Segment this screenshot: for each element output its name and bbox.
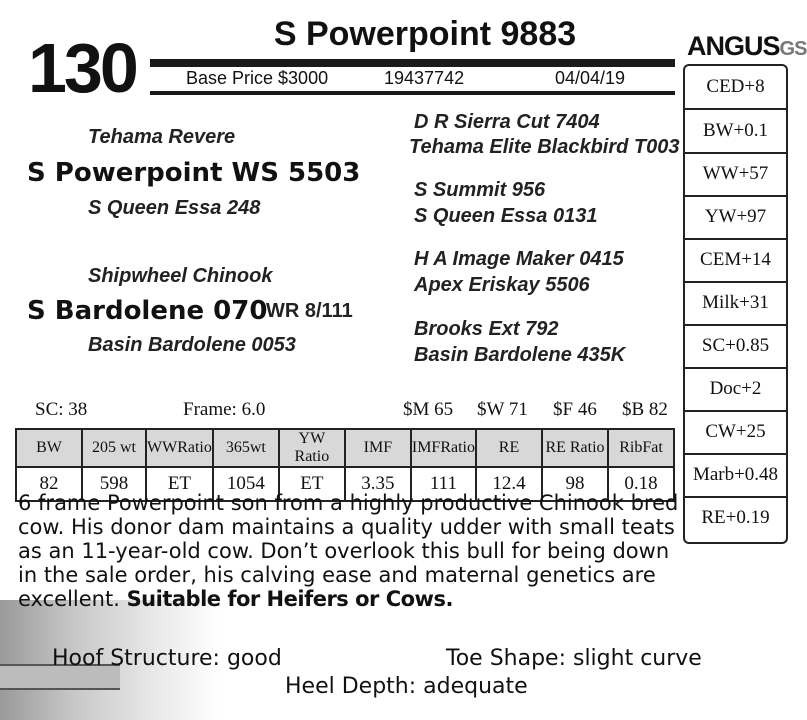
pedigree-right-6: Apex Eriskay 5506 bbox=[414, 274, 590, 296]
table-header-cell: IMFRatio bbox=[411, 429, 476, 467]
epd-re: RE+0.19 bbox=[701, 507, 770, 528]
registration-number: 19437742 bbox=[384, 68, 465, 88]
table-header-cell: 205 wt bbox=[82, 429, 146, 467]
table-header-cell: WWRatio bbox=[146, 429, 213, 467]
table-cell: 1054 bbox=[213, 467, 279, 501]
epd-ww: WW+57 bbox=[685, 153, 786, 197]
base-price: Base Price $3000 bbox=[186, 68, 329, 88]
pedigree-right-2: Tehama Elite Blackbird T003 bbox=[409, 136, 680, 158]
epd-column bbox=[683, 64, 788, 544]
epd-yw: YW+97 bbox=[685, 196, 786, 240]
index-f: $F 46 bbox=[553, 399, 597, 420]
sire-dam: S Queen Essa 248 bbox=[88, 197, 261, 219]
table-header-cell: IMF bbox=[345, 429, 411, 467]
table-header-cell: RibFat bbox=[608, 429, 674, 467]
epd-doc: Doc+2 bbox=[685, 368, 786, 412]
pedigree-right-1: D R Sierra Cut 7404 bbox=[414, 111, 600, 133]
table-cell: 82 bbox=[16, 467, 82, 501]
epd-milk: Milk+31 bbox=[685, 282, 786, 326]
brand-sub: GS bbox=[779, 38, 807, 60]
table-header-cell: BW bbox=[16, 429, 82, 467]
heel-depth: Heel Depth: adequate bbox=[285, 674, 528, 699]
epd-ced: CED+8 bbox=[685, 66, 786, 110]
table-header-cell: RE Ratio bbox=[542, 429, 608, 467]
table-cell: 598 bbox=[82, 467, 146, 501]
table-cell: ET bbox=[279, 467, 345, 501]
dam-dam: Basin Bardolene 0053 bbox=[88, 334, 296, 356]
lot-number: 130 bbox=[28, 29, 136, 107]
table-cell: 3.35 bbox=[345, 467, 411, 501]
table-header-cell: RE bbox=[476, 429, 542, 467]
table-cell: 111 bbox=[411, 467, 476, 501]
brand-main: ANGUS bbox=[687, 31, 780, 61]
table-cell: 12.4 bbox=[476, 467, 542, 501]
epd-sc: SC+0.85 bbox=[685, 325, 786, 369]
table-cell: 98 bbox=[542, 467, 608, 501]
epd-cw: CW+25 bbox=[685, 411, 786, 455]
pedigree-right-4: S Queen Essa 0131 bbox=[414, 205, 598, 227]
pedigree-right-7: Brooks Ext 792 bbox=[414, 318, 559, 340]
frame-score: Frame: 6.0 bbox=[183, 399, 266, 420]
header-divider-bottom bbox=[150, 91, 675, 95]
epd-bw: BW+0.1 bbox=[685, 110, 786, 154]
table-cell: 0.18 bbox=[608, 467, 674, 501]
table-cell: ET bbox=[146, 467, 213, 501]
bull-description bbox=[18, 491, 688, 611]
dam-wr-note: WR 8/111 bbox=[266, 300, 353, 322]
index-w: $W 71 bbox=[477, 399, 528, 420]
pedigree-right-5: H A Image Maker 0415 bbox=[414, 248, 624, 270]
scrotal-circumference: SC: 38 bbox=[35, 399, 88, 420]
pedigree-right-8: Basin Bardolene 435K bbox=[414, 344, 626, 366]
table-header-row bbox=[16, 429, 674, 467]
epd-marb: Marb+0.48 bbox=[685, 454, 786, 498]
sire-sire: Tehama Revere bbox=[88, 126, 236, 148]
index-b: $B 82 bbox=[622, 399, 668, 420]
sire: S Powerpoint WS 5503 bbox=[27, 158, 361, 188]
angus-brand-logo bbox=[687, 30, 807, 65]
pedigree-right-3: S Summit 956 bbox=[414, 179, 546, 201]
birth-date: 04/04/19 bbox=[555, 68, 626, 88]
toe-shape: Toe Shape: slight curve bbox=[446, 646, 702, 671]
index-m: $M 65 bbox=[403, 399, 454, 420]
dam-sire: Shipwheel Chinook bbox=[88, 265, 273, 287]
description-text: 6 frame Powerpoint son from a highly productive Chinook bred cow. His donor dam maintains a quality udder with small teats as an 11-year-old cow. Don’t overlook this bull for being down in the sale order, his calving ease and maternal genetics are excellent. bbox=[18, 491, 679, 611]
epd-cem: CEM+14 bbox=[685, 239, 786, 283]
table-header-cell: 365wt bbox=[213, 429, 279, 467]
hoof-structure: Hoof Structure: good bbox=[52, 646, 282, 671]
bull-name: S Powerpoint 9883 bbox=[273, 15, 577, 53]
description-highlight: Suitable for Heifers or Cows. bbox=[126, 587, 453, 611]
dam: S Bardolene 070 bbox=[27, 296, 268, 326]
table-header-cell: YW Ratio bbox=[279, 429, 345, 467]
